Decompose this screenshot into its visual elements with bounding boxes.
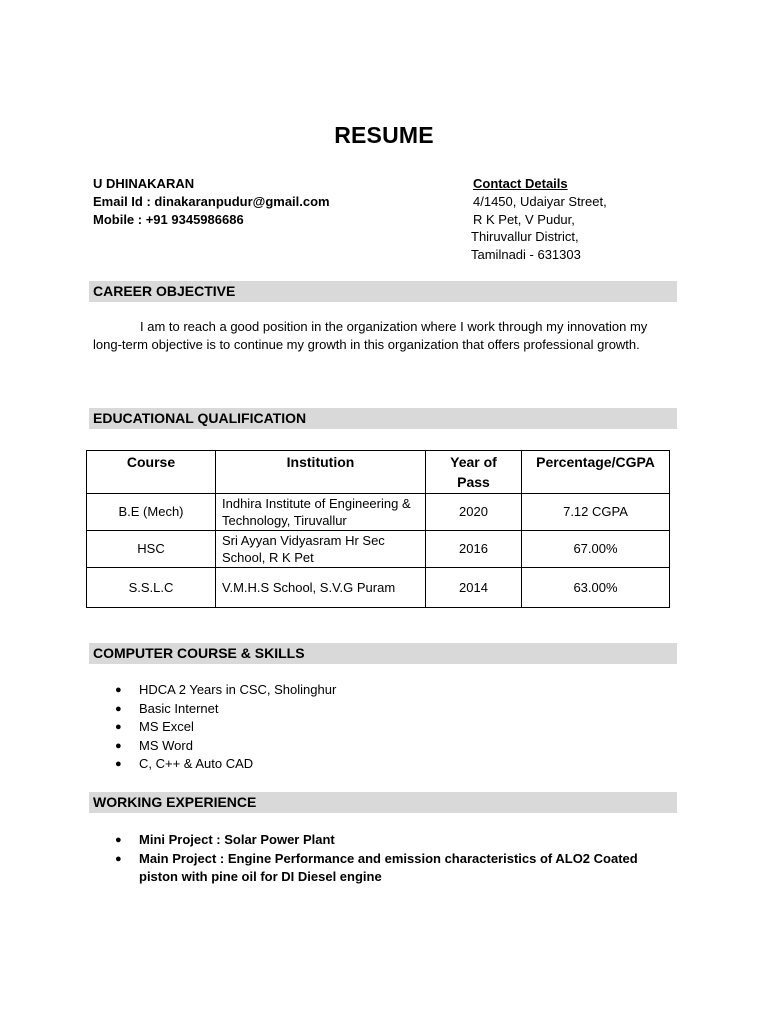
- section-heading: COMPUTER COURSE & SKILLS: [93, 645, 305, 661]
- career-objective-text: I am to reach a good position in the organization where I work through my innovation my long-term objective is to continue my growth in this organization that offers professional growth.: [93, 319, 648, 353]
- year-cell: 2016: [426, 531, 522, 568]
- address-line: Thiruvallur District,: [471, 229, 579, 245]
- contact-details: [471, 175, 607, 264]
- skills-heading: [89, 643, 677, 664]
- table-header-row: [87, 451, 670, 494]
- table-row: [87, 494, 670, 531]
- course-cell: S.S.L.C: [87, 568, 216, 608]
- score-cell: 67.00%: [522, 531, 670, 568]
- year-cell: 2020: [426, 494, 522, 531]
- list-item: ● Mini Project : Solar Power Plant: [93, 831, 673, 850]
- section-heading: WORKING EXPERIENCE: [93, 794, 257, 810]
- bullet-icon: ●: [115, 852, 122, 865]
- list-item: ● MS Excel: [93, 718, 336, 737]
- score-cell: 63.00%: [522, 568, 670, 608]
- address-line: Tamilnadi - 631303: [471, 247, 581, 263]
- applicant-name: U DHINAKARAN: [93, 176, 195, 191]
- course-cell: B.E (Mech): [87, 494, 216, 531]
- year-cell: 2014: [426, 568, 522, 608]
- skills-list: [93, 681, 336, 774]
- mobile-line: Mobile : +91 9345986686: [93, 211, 244, 227]
- score-cell: 7.12 CGPA: [522, 494, 670, 531]
- column-header: Institution: [216, 451, 426, 494]
- personal-info: [93, 175, 330, 228]
- column-header: Course: [87, 451, 216, 494]
- contact-heading: Contact Details: [473, 176, 568, 191]
- table-row: [87, 531, 670, 568]
- address-line: 4/1450, Udaiyar Street,: [473, 193, 607, 209]
- bullet-icon: ●: [115, 739, 122, 752]
- bullet-icon: ●: [115, 721, 122, 734]
- experience-heading: [89, 792, 677, 813]
- email-line: Email Id : dinakaranpudur@gmail.com: [93, 193, 330, 209]
- bullet-icon: ●: [115, 702, 122, 715]
- bullet-icon: ●: [115, 834, 122, 846]
- column-header: Year of Pass: [426, 451, 522, 494]
- institution-cell: V.M.H.S School, S.V.G Puram: [216, 568, 426, 608]
- table-row: [87, 568, 670, 608]
- education-table: [86, 450, 670, 608]
- address-line: R K Pet, V Pudur,: [473, 211, 575, 227]
- column-header: Percentage/CGPA: [522, 451, 670, 494]
- list-item: ● HDCA 2 Years in CSC, Sholinghur: [93, 681, 336, 700]
- section-heading: EDUCATIONAL QUALIFICATION: [93, 410, 307, 426]
- list-item: ● Main Project : Engine Performance and emission characteristics of ALO2 Coated piston with pine oil for DI Diesel engine: [115, 850, 638, 885]
- education-heading: [89, 408, 677, 429]
- career-objective-heading: [89, 281, 677, 302]
- experience-list: [93, 831, 673, 887]
- course-cell: HSC: [87, 531, 216, 568]
- list-item: ● Basic Internet: [93, 700, 336, 719]
- institution-cell: Sri Ayyan Vidyasram Hr Sec School, R K Pet: [216, 531, 426, 568]
- list-item: ● C, C++ & Auto CAD: [93, 755, 336, 774]
- bullet-icon: ●: [115, 758, 122, 771]
- section-heading: CAREER OBJECTIVE: [93, 283, 236, 299]
- institution-cell: Indhira Institute of Engineering & Technology, Tiruvallur: [216, 494, 426, 531]
- list-item: ● MS Word: [93, 737, 336, 756]
- bullet-icon: ●: [115, 684, 122, 696]
- page-title: RESUME: [334, 122, 434, 148]
